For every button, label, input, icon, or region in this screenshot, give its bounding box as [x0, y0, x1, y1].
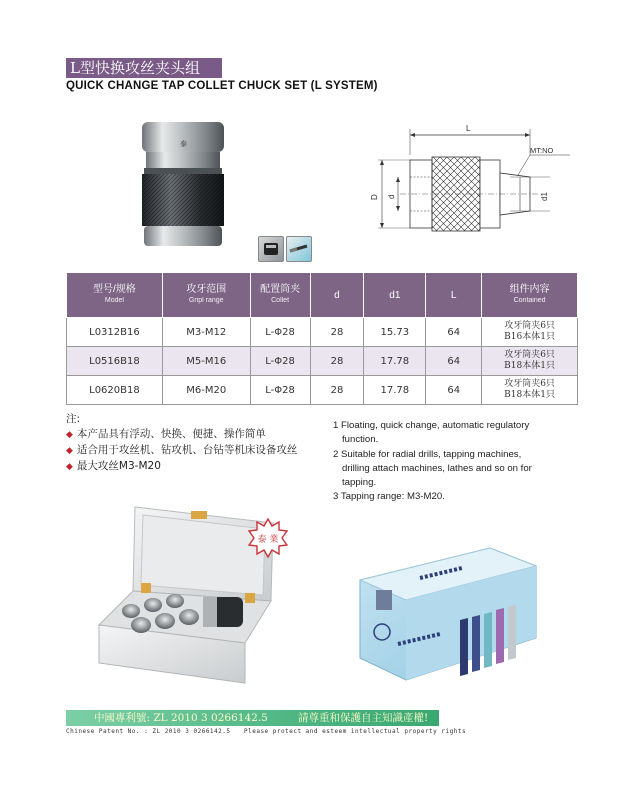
notes-cn-heading: 注: — [66, 413, 81, 425]
patent-notice-en: Please protect and esteem intellectual property rights — [244, 728, 467, 735]
notes-en-continuation: tapping. — [342, 477, 377, 489]
seal-text: 泰 業 — [257, 535, 279, 545]
cell-d1: 15.73 — [364, 318, 426, 347]
dim-label-d: d — [387, 194, 396, 199]
chuck-thumbnail-icon — [258, 236, 284, 262]
cell-model: L0516B18 — [67, 347, 163, 376]
cell-collet: L-Φ28 — [250, 318, 310, 347]
col-header-L: L — [426, 273, 482, 318]
cell-collet: L-Φ28 — [250, 347, 310, 376]
cell-d1: 17.78 — [364, 376, 426, 405]
tap-thumbnail-icon — [286, 236, 312, 262]
cell-L: 64 — [426, 376, 482, 405]
cell-d: 28 — [310, 347, 364, 376]
cell-contained: 攻牙筒夹6只 B18本体1只 — [482, 376, 578, 405]
cell-d: 28 — [310, 318, 364, 347]
notes-cn-item: ◆ 本产品具有浮动、快换、便捷、操作简单 — [66, 428, 266, 440]
notes-en-item: 2 Suitable for radial drills, tapping machines, — [333, 448, 522, 460]
box-photo — [340, 540, 540, 685]
dim-label-mt: MT:NO — [530, 146, 554, 155]
notes-en-continuation: drilling attach machines, lathes and so on for — [342, 462, 532, 474]
cell-model: L0620B18 — [67, 376, 163, 405]
notes-en-item: 3 Tapping range: M3-M20. — [333, 491, 445, 503]
table-header-row — [67, 273, 578, 318]
cell-d: 28 — [310, 376, 364, 405]
bullet-icon: ◆ — [66, 430, 73, 440]
notes-en-item: 1 Floating, quick change, automatic regulatory — [333, 420, 530, 431]
patent-number-cn: 中國專利號: ZL 2010 3 0266142.5 — [94, 712, 268, 724]
cell-L: 64 — [426, 347, 482, 376]
cell-range: M3-M12 — [162, 318, 250, 347]
patent-number-en: Chinese Patent No. : ZL 2010 3 0266142.5 — [66, 728, 231, 735]
col-header-model: 型号/规格 Model — [67, 273, 163, 318]
col-header-collet: 配置筒夹 Collet — [250, 273, 310, 318]
cell-contained: 攻牙筒夹6只 B18本体1只 — [482, 347, 578, 376]
cell-collet: L-Φ28 — [250, 376, 310, 405]
page-title-cn: L型快换攻丝夹头组 — [66, 58, 222, 78]
col-header-contained: 组件内容 Contained — [482, 273, 578, 318]
cell-model: L0312B16 — [67, 318, 163, 347]
patent-line-en — [66, 728, 467, 735]
table-row — [67, 347, 578, 376]
patent-notice-cn: 請尊重和保護自主知識產權! — [298, 712, 429, 724]
notes-cn-item: ◆ 适合用于攻丝机、钻攻机、台钻等机床设备攻丝 — [66, 444, 298, 456]
bullet-icon: ◆ — [66, 446, 73, 456]
cell-d1: 17.78 — [364, 347, 426, 376]
brand-seal — [248, 518, 288, 558]
cell-L: 64 — [426, 318, 482, 347]
bullet-icon: ◆ — [66, 462, 73, 472]
table-row — [67, 318, 578, 347]
col-header-range: 攻牙范围 Gripl range — [162, 273, 250, 318]
dim-label-d1: d1 — [540, 192, 549, 201]
dim-label-D: D — [370, 194, 379, 200]
table-row — [67, 376, 578, 405]
dimension-drawing — [370, 115, 580, 250]
chuck-photo — [138, 120, 230, 250]
notes-cn-item: ◆ 最大攻丝M3-M20 — [66, 460, 161, 472]
notes-cn — [66, 412, 297, 475]
dim-label-L: L — [466, 124, 471, 133]
page-title-en: QUICK CHANGE TAP COLLET CHUCK SET (L SYSTEM) — [66, 80, 378, 92]
spec-table — [66, 272, 578, 405]
col-header-d: d — [310, 273, 364, 318]
notes-en-continuation: function. — [342, 434, 379, 446]
col-header-d1: d1 — [364, 273, 426, 318]
patent-banner — [66, 710, 439, 726]
svg-text:泰: 泰 — [180, 140, 187, 148]
cell-range: M6-M20 — [162, 376, 250, 405]
cell-contained: 攻牙筒夹6只 B16本体1只 — [482, 318, 578, 347]
cell-range: M5-M16 — [162, 347, 250, 376]
notes-en — [333, 419, 563, 505]
